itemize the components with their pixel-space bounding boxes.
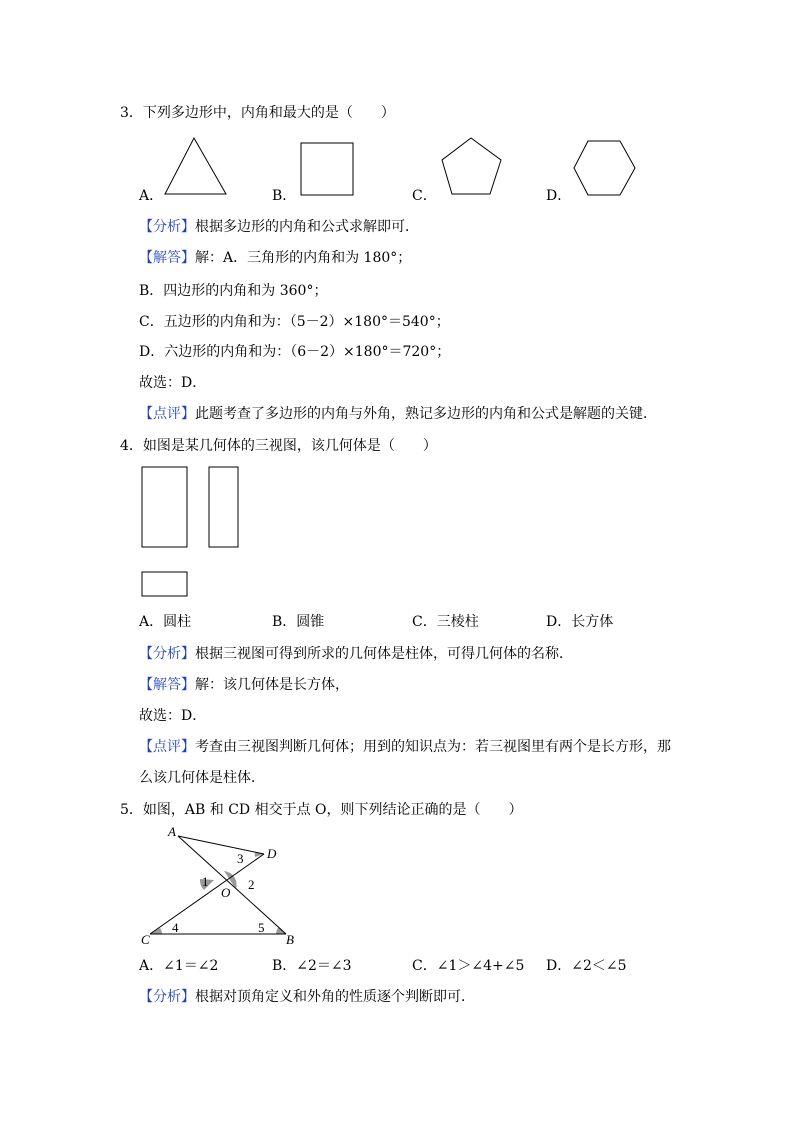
hexagon-figure — [572, 139, 638, 199]
intersecting-lines-figure — [138, 824, 308, 947]
q4-option-b: B．圆锥 — [272, 614, 325, 630]
q5-stem: 5．如图，AB 和 CD 相交于点 O，则下列结论正确的是（ ） — [120, 802, 523, 818]
q4-stem: 4．如图是某几何体的三视图，该几何体是（ ） — [120, 438, 437, 454]
label-a: A — [168, 824, 176, 839]
q3-option-a: A． — [139, 188, 164, 204]
q4-comment-line-2: 么该几何体是柱体． — [139, 770, 265, 786]
q4-comment-line-1 — [139, 738, 671, 756]
label-b: B — [286, 932, 294, 947]
answer-tag: 【解答】 — [139, 250, 195, 266]
square-figure — [300, 142, 356, 198]
q3-stem: 3．下列多边形中，内角和最大的是（ ） — [120, 105, 395, 121]
comment-text: 此题考查了多边形的内角与外角，熟记多边形的内角和公式是解题的关键． — [195, 406, 657, 422]
q5-option-b: B．∠2＝∠3 — [272, 958, 352, 974]
q3-comment — [139, 405, 657, 423]
analysis-tag: 【分析】 — [139, 989, 195, 1005]
comment-tag: 【点评】 — [139, 406, 195, 422]
q3-option-b: B． — [272, 188, 297, 204]
q5-option-a: A．∠1＝∠2 — [139, 958, 219, 974]
answer-text: 解：A．三角形的内角和为 180°； — [195, 250, 412, 266]
analysis-text: 根据多边形的内角和公式求解即可． — [195, 219, 419, 235]
label-angle-4: 4 — [172, 920, 179, 935]
triangle-figure — [163, 136, 233, 196]
q5-analysis — [139, 988, 475, 1006]
q5-option-d: D．∠2＜∠5 — [546, 958, 627, 974]
q3-option-c: C． — [412, 188, 437, 204]
q3-answer-line-5: 故选：D． — [139, 375, 207, 391]
analysis-text: 根据对顶角定义和外角的性质逐个判断即可． — [195, 989, 475, 1005]
front-view-figure — [141, 466, 191, 550]
pentagon-figure — [440, 136, 504, 198]
q3-answer-line-2: B．四边形的内角和为 360°； — [139, 283, 328, 299]
q4-analysis — [139, 645, 573, 663]
q3-analysis — [139, 218, 419, 236]
analysis-tag: 【分析】 — [139, 646, 195, 662]
analysis-tag: 【分析】 — [139, 219, 195, 235]
q3-option-d: D． — [546, 188, 572, 204]
q5-option-c: C．∠1＞∠4+∠5 — [412, 958, 525, 974]
side-view-figure — [208, 466, 242, 550]
comment-text: 考查由三视图判断几何体；用到的知识点为：若三视图里有两个是长方形，那 — [195, 739, 671, 755]
q3-answer-line-4: D．六边形的内角和为：（6－2）×180°＝720°； — [139, 344, 451, 360]
q3-answer-line-3: C．五边形的内角和为：（5－2）×180°＝540°； — [139, 314, 450, 330]
answer-tag: 【解答】 — [139, 677, 195, 693]
q3-answer-line-1 — [139, 249, 411, 267]
label-angle-1: 1 — [202, 874, 209, 889]
q4-option-d: D．长方体 — [546, 614, 614, 630]
label-angle-5: 5 — [258, 920, 265, 935]
q4-answer-line-1 — [139, 676, 349, 694]
comment-tag: 【点评】 — [139, 739, 195, 755]
label-o: O — [221, 885, 231, 900]
label-angle-3: 3 — [237, 851, 244, 866]
answer-text: 解：该几何体是长方体， — [195, 677, 349, 693]
top-view-figure — [141, 571, 191, 599]
q4-option-a: A．圆柱 — [139, 614, 192, 630]
label-d: D — [267, 846, 277, 861]
label-angle-2: 2 — [248, 877, 255, 892]
q4-answer-line-2: 故选：D． — [139, 708, 207, 724]
label-c: C — [141, 932, 150, 947]
analysis-text: 根据三视图可得到所求的几何体是柱体，可得几何体的名称． — [195, 646, 573, 662]
q4-option-c: C．三棱柱 — [412, 614, 479, 630]
